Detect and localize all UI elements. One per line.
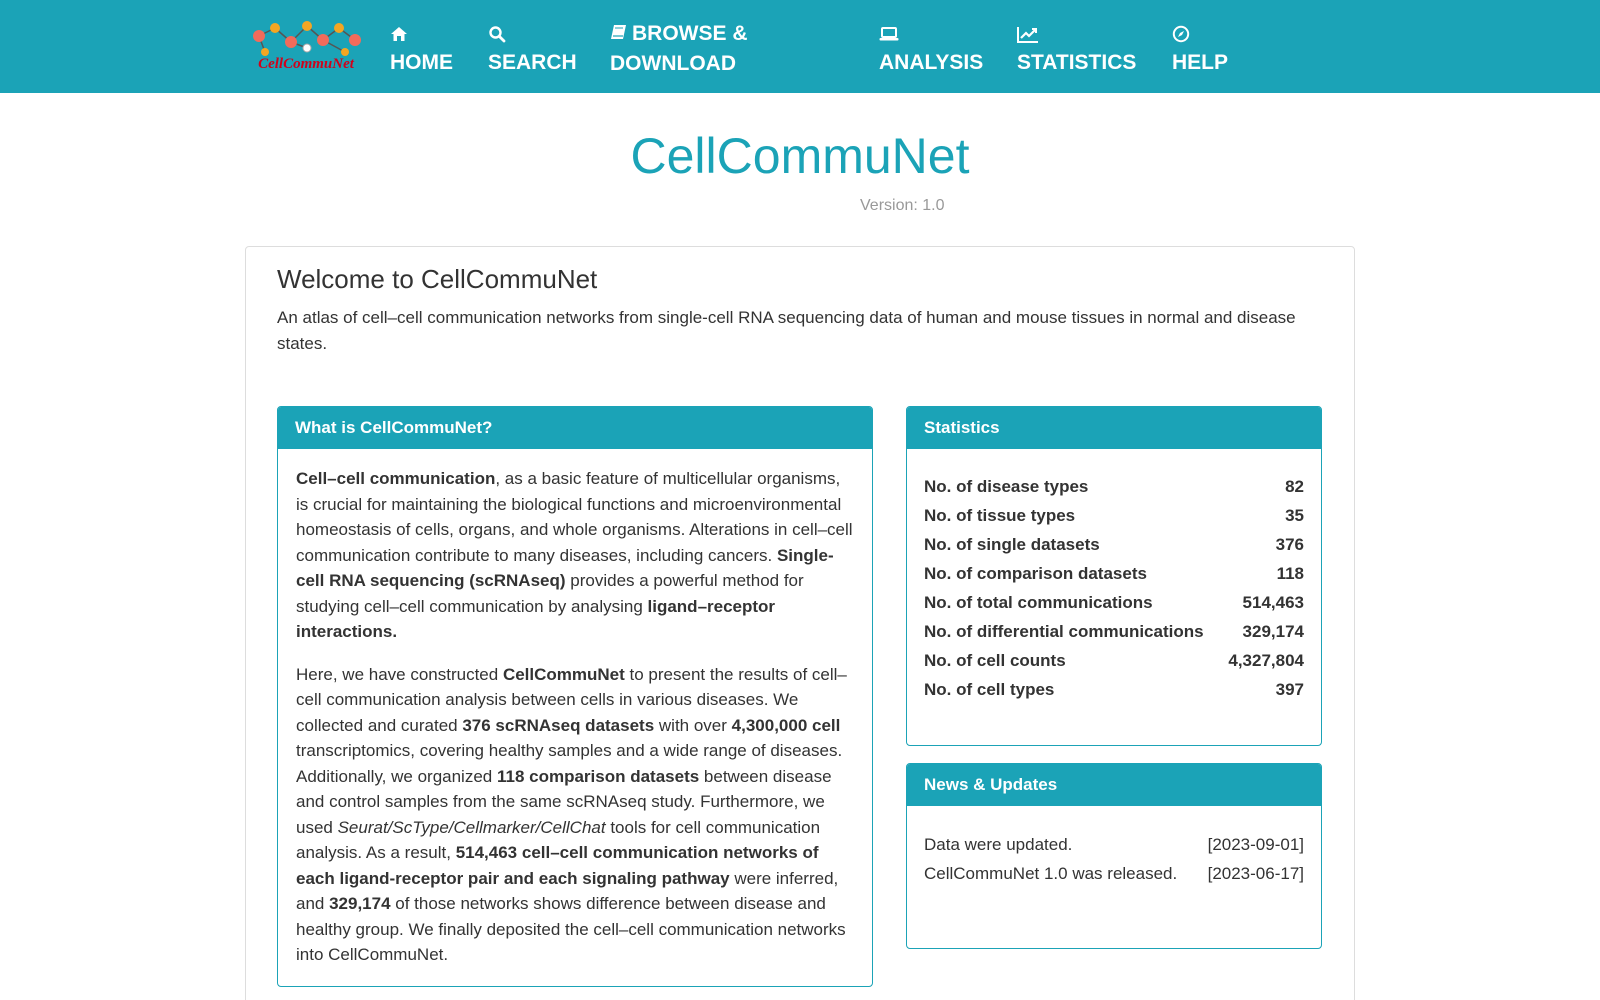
- site-logo[interactable]: [245, 18, 367, 72]
- version-label: Version: 1.0: [860, 197, 945, 214]
- book-icon: [610, 20, 628, 49]
- statistics-table: [924, 472, 1304, 704]
- text-run: Here, we have constructed: [296, 664, 503, 684]
- news-row: [924, 859, 1304, 888]
- text-run: 514,463 cell–cell communication networks of each ligand-receptor pair and each signaling pathway: [296, 843, 819, 888]
- text-run: 4,300,000 cell: [731, 715, 841, 735]
- news-table: [924, 830, 1304, 888]
- nav-help-label: HELP: [1172, 51, 1229, 74]
- table-row: [924, 501, 1304, 530]
- text-run: between disease and control samples from the same scRNAseq study. Furthermore, we used: [296, 766, 832, 837]
- page-title: CellCommuNet: [630, 128, 970, 184]
- text-run: with over: [654, 715, 732, 735]
- table-row: [924, 559, 1304, 588]
- text-run: CellCommuNet: [502, 664, 625, 684]
- stat-value: 376: [1275, 534, 1304, 554]
- news-date: [2023-09-01]: [1207, 834, 1304, 854]
- text-run: 376 scRNAseq datasets: [462, 715, 655, 735]
- table-row: [924, 588, 1304, 617]
- what-is-paragraph-1: [296, 466, 855, 645]
- news-heading: News & Updates: [907, 764, 1321, 806]
- line-chart-icon: [1017, 19, 1136, 48]
- table-row: [924, 646, 1304, 675]
- stat-value: 118: [1276, 563, 1304, 583]
- text-run: were inferred, and: [296, 868, 839, 913]
- stat-value: 514,463: [1242, 592, 1304, 612]
- stat-label: No. of cell types: [924, 679, 1055, 699]
- text-run: , as a basic feature of multicellular organisms, is crucial for maintaining the biological functions and microenvironmental homeostasis of cells, organs, and whole organisms. Alterations in cell–cell communication contribute to many diseases, including cancers.: [296, 469, 853, 565]
- text-run: Seurat/ScType/Cellmarker/CellChat: [337, 817, 606, 837]
- what-is-paragraph-2: [296, 662, 855, 968]
- stat-value: 397: [1275, 679, 1304, 699]
- table-row: [924, 530, 1304, 559]
- laptop-icon: [879, 19, 983, 48]
- stat-value: 82: [1285, 476, 1304, 496]
- what-is-panel: [277, 406, 873, 987]
- logo-text: CellCommuNet: [258, 56, 354, 72]
- table-row: [924, 617, 1304, 646]
- welcome-title: Welcome to CellCommuNet: [277, 264, 598, 294]
- news-panel: [906, 763, 1322, 949]
- nav-home-label: HOME: [390, 51, 453, 74]
- nav-home[interactable]: [390, 19, 453, 77]
- stat-label: No. of tissue types: [924, 505, 1076, 525]
- text-run: ligand–receptor interactions.: [296, 596, 776, 641]
- nav-browse-download-label: BROWSE & DOWNLOAD: [610, 22, 748, 75]
- stat-label: No. of total communications: [924, 592, 1153, 612]
- navbar: [0, 0, 1600, 93]
- table-row: [924, 675, 1304, 704]
- table-row: [924, 472, 1304, 501]
- text-run: Cell–cell communication: [296, 469, 496, 488]
- text-run: tools for cell communication analysis. As a result,: [296, 817, 821, 862]
- text-run: 329,174: [329, 894, 391, 913]
- stat-value: 4,327,804: [1228, 650, 1304, 670]
- nav-help[interactable]: [1172, 19, 1228, 77]
- news-text: Data were updated.: [924, 834, 1073, 854]
- news-row: [924, 830, 1304, 859]
- home-icon: [390, 19, 453, 48]
- welcome-description: An atlas of cell–cell communication networks from single-cell RNA sequencing data of human and mouse tissues in normal and disease states.: [277, 308, 1296, 353]
- statistics-heading: Statistics: [907, 407, 1321, 449]
- search-icon: [488, 19, 577, 48]
- text-run: transcriptomics, covering healthy samples and a wide range of diseases. Additionally, we organized: [296, 741, 843, 786]
- nav-statistics-label: STATISTICS: [1017, 51, 1137, 74]
- compass-icon: [1172, 19, 1228, 48]
- nav-analysis[interactable]: [879, 19, 983, 77]
- news-text: CellCommuNet 1.0 was released.: [924, 863, 1178, 883]
- text-run: Single-cell RNA sequencing (scRNAseq): [296, 545, 834, 590]
- nav-statistics[interactable]: [1017, 19, 1136, 77]
- stat-label: No. of disease types: [924, 476, 1089, 496]
- text-run: of those networks shows difference between disease and healthy group. We finally deposited the cell–cell communication networks into CellCommuNet.: [296, 894, 846, 964]
- nav-analysis-label: ANALYSIS: [879, 51, 984, 74]
- text-run: to present the results of cell–cell communication analysis between cells in various diseases. We collected and curated: [296, 664, 847, 735]
- statistics-panel: [906, 406, 1322, 746]
- stat-label: No. of single datasets: [924, 534, 1100, 554]
- nav-browse-download[interactable]: [610, 19, 748, 78]
- what-is-body: [278, 449, 872, 968]
- stat-label: No. of cell counts: [924, 650, 1066, 670]
- stat-value: 35: [1285, 505, 1304, 525]
- stat-value: 329,174: [1242, 621, 1304, 641]
- nav-search-label: SEARCH: [488, 51, 577, 74]
- text-run: 118 comparison datasets: [496, 766, 700, 786]
- stat-label: No. of differential communications: [924, 621, 1204, 641]
- news-date: [2023-06-17]: [1207, 863, 1304, 883]
- text-run: provides a powerful method for studying cell–cell communication by analysing: [296, 571, 804, 616]
- stat-label: No. of comparison datasets: [924, 563, 1147, 583]
- nav-search[interactable]: [488, 19, 577, 77]
- what-is-heading: What is CellCommuNet?: [278, 407, 872, 449]
